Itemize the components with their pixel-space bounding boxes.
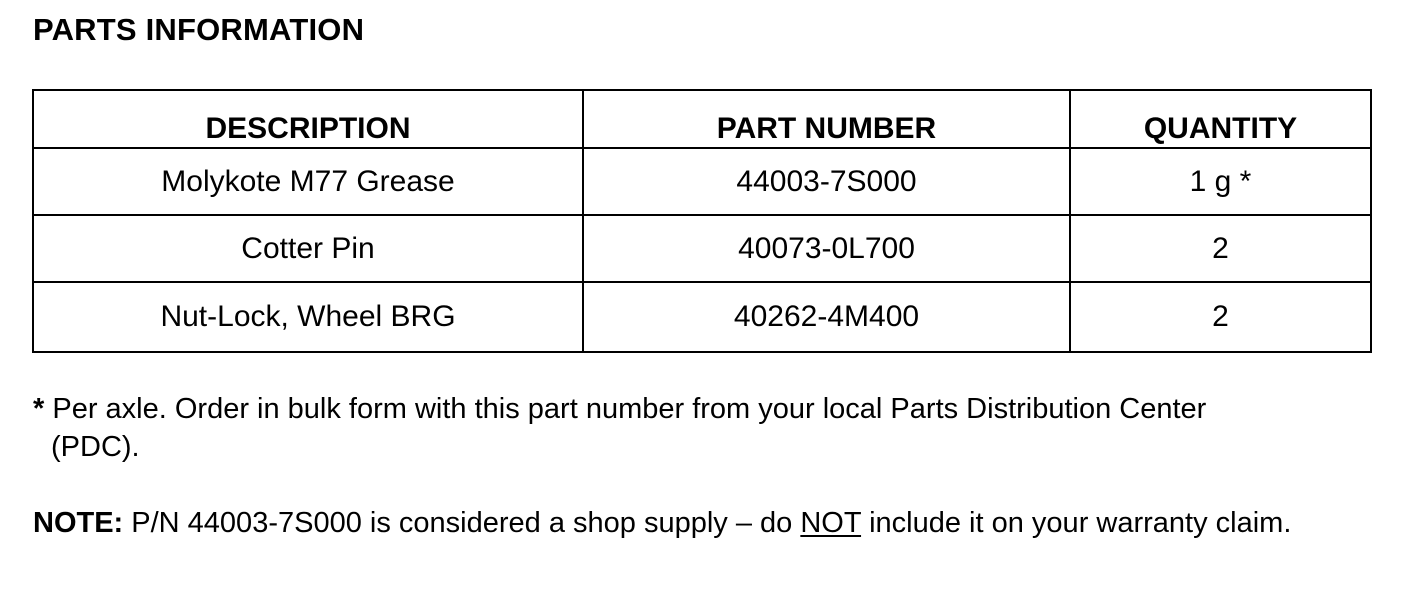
column-header-description: DESCRIPTION: [33, 90, 583, 148]
column-header-part-number: PART NUMBER: [583, 90, 1070, 148]
note-text-before: P/N 44003-7S000 is considered a shop supply – do: [123, 507, 801, 539]
note-paragraph: [33, 504, 1393, 542]
table-row: [33, 148, 1371, 215]
table-header-row: [33, 90, 1371, 148]
footnote-line-1: [33, 390, 1403, 428]
cell-part-number: 40262-4M400: [583, 282, 1070, 352]
note-label: NOTE:: [33, 507, 124, 539]
page-title: PARTS INFORMATION: [33, 12, 365, 47]
cell-part-number: 40073-0L700: [583, 215, 1070, 282]
cell-description: Molykote M77 Grease: [33, 148, 583, 215]
note-text-after: include it on your warranty claim.: [861, 507, 1292, 539]
footnote: [33, 390, 1403, 466]
cell-description: Cotter Pin: [33, 215, 583, 282]
column-header-quantity: QUANTITY: [1070, 90, 1371, 148]
cell-quantity: 2: [1070, 282, 1371, 352]
table-row: [33, 215, 1371, 282]
footnote-line-2: (PDC).: [51, 431, 140, 463]
cell-part-number: 44003-7S000: [583, 148, 1070, 215]
cell-quantity: 2: [1070, 215, 1371, 282]
parts-table: [32, 89, 1372, 353]
cell-quantity: 1 g *: [1070, 148, 1371, 215]
footnote-marker: *: [33, 393, 45, 425]
table-row: [33, 282, 1371, 352]
note-emphasis: NOT: [800, 507, 862, 539]
footnote-text: Per axle. Order in bulk form with this part number from your local Parts Distribution Center: [44, 393, 1207, 425]
cell-description: Nut-Lock, Wheel BRG: [33, 282, 583, 352]
